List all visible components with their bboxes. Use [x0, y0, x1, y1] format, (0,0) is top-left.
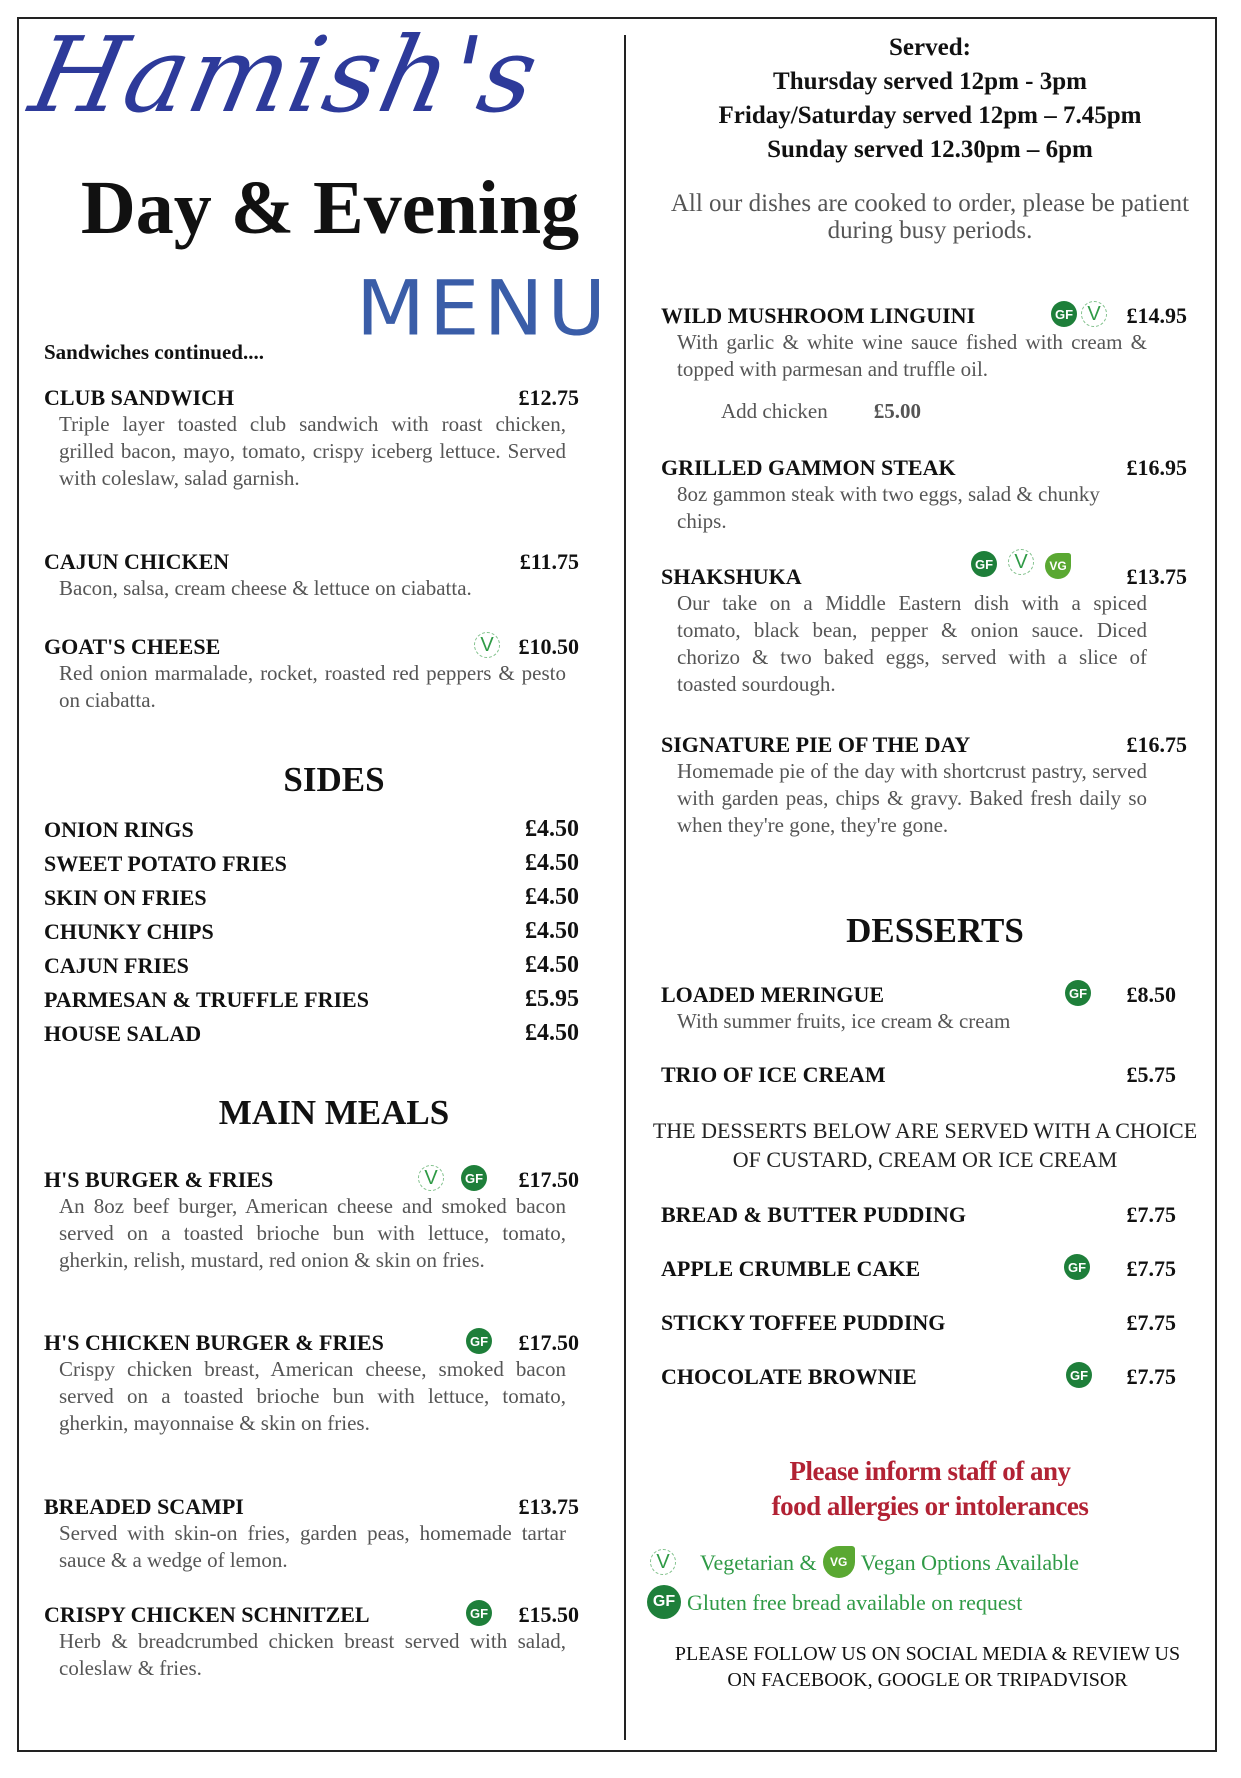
item-price: £11.75 — [519, 549, 579, 574]
sides-heading: SIDES — [283, 760, 385, 799]
add-chicken-option — [721, 399, 921, 424]
item-name: SHAKSHUKA — [661, 564, 802, 589]
item-price: £13.75 — [1126, 564, 1187, 589]
item-price: £14.95 — [1126, 303, 1187, 328]
item-name: BREADED SCAMPI — [44, 1494, 244, 1519]
served-thursday: Thursday served 12pm - 3pm — [773, 68, 1087, 95]
menu-item-wild-mushroom-linguini — [661, 302, 1187, 423]
menu-item-grilled-gammon-steak — [661, 454, 1187, 535]
item-description: Crispy chicken breast, American cheese, smoked bacon served on a toasted brioche bun with lettuce, tomato, gherkin, mayonnaise & skin on fries. — [59, 1357, 566, 1435]
addon-price: £5.00 — [873, 399, 921, 423]
item-price: £4.50 — [525, 850, 579, 876]
item-name: H'S CHICKEN BURGER & FRIES — [44, 1330, 384, 1355]
cooked-to-order-note: All our dishes are cooked to order, please be patient during busy periods. — [670, 190, 1190, 244]
item-name: HOUSE SALAD — [44, 1021, 202, 1046]
sandwiches-heading: Sandwiches continued.... — [44, 340, 264, 364]
menu-item-shakshuka — [661, 550, 1187, 698]
serving-times — [650, 31, 1210, 167]
vegetarian-text: Vegetarian & — [700, 1550, 817, 1575]
item-description: With summer fruits, ice cream & cream — [677, 1009, 1011, 1033]
item-description: Our take on a Middle Eastern dish with a spiced tomato, black bean, pepper & onion sauce. Diced chorizo & two baked eggs, served with a slice of toasted sourdough. — [677, 591, 1147, 696]
main-meals-heading: MAIN MEALS — [218, 1093, 450, 1132]
item-price: £13.75 — [518, 1494, 579, 1519]
menu-item-cajun-chicken — [44, 548, 579, 602]
gluten-free-icon: GF — [1051, 301, 1077, 327]
hamishs-logo: Hamish's — [21, 14, 550, 136]
item-name: PARMESAN & TRUFFLE FRIES — [44, 987, 369, 1012]
item-price: £4.50 — [525, 918, 579, 944]
item-description: An 8oz beef burger, American cheese and smoked bacon served on a toasted brioche bun with lettuce, tomato, gherkin, relish, mustard, red onion & skin on fries. — [59, 1194, 566, 1272]
side-item — [44, 986, 579, 1013]
item-price: £8.50 — [1126, 982, 1176, 1007]
menu-item-loaded-meringue — [661, 981, 1176, 1035]
gluten-free-icon: GF — [1064, 1254, 1090, 1280]
item-description: Homemade pie of the day with shortcrust pastry, served with garden peas, chips & gravy. Baked fresh daily so when they're gone, they're gone. — [677, 759, 1147, 837]
menu-item-trio-of-ice-cream — [661, 1061, 1176, 1088]
item-name: STICKY TOFFEE PUDDING — [661, 1310, 946, 1335]
item-price: £5.75 — [1126, 1062, 1176, 1087]
gluten-free-icon: GF — [647, 1585, 681, 1619]
gluten-free-icon: GF — [466, 1600, 492, 1626]
menu-item-sticky-toffee-pudding — [661, 1309, 1176, 1336]
item-description: 8oz gammon steak with two eggs, salad & chunky chips. — [677, 482, 1100, 533]
vegetarian-icon: V — [418, 1165, 444, 1191]
item-name: APPLE CRUMBLE CAKE — [661, 1256, 921, 1281]
item-name: SWEET POTATO FRIES — [44, 851, 287, 876]
item-description: With garlic & white wine sauce fished with cream & topped with parmesan and truffle oil. — [677, 330, 1147, 381]
menu-item-bread-butter-pudding — [661, 1201, 1176, 1228]
dessert-choice-note: THE DESSERTS BELOW ARE SERVED WITH A CHOICE OF CUSTARD, CREAM OR ICE CREAM — [652, 1118, 1198, 1172]
addon-label: Add chicken — [721, 399, 828, 423]
vegan-icon: VG — [1045, 553, 1071, 579]
social-media-note — [640, 1641, 1215, 1693]
item-name: H'S BURGER & FRIES — [44, 1167, 274, 1192]
vegetarian-icon: V — [474, 632, 500, 658]
gf-legend — [647, 1586, 1022, 1620]
column-divider — [624, 35, 626, 1740]
item-name: SIGNATURE PIE OF THE DAY — [661, 732, 971, 757]
served-sunday: Sunday served 12.30pm – 6pm — [767, 136, 1093, 163]
item-name: GOAT'S CHEESE — [44, 634, 221, 659]
allergy-notice — [650, 1454, 1210, 1524]
item-price: £5.95 — [525, 986, 579, 1012]
gluten-free-icon: GF — [971, 551, 997, 577]
item-description: Red onion marmalade, rocket, roasted red peppers & pesto on ciabatta. — [59, 661, 566, 712]
menu-item-chocolate-brownie — [661, 1363, 1176, 1390]
item-price: £15.50 — [518, 1602, 579, 1627]
side-item — [44, 918, 579, 945]
item-name: WILD MUSHROOM LINGUINI — [661, 303, 976, 328]
item-price: £12.75 — [518, 385, 579, 410]
item-price: £16.75 — [1126, 732, 1187, 757]
item-price: £17.50 — [518, 1167, 579, 1192]
gluten-free-icon: GF — [461, 1165, 487, 1191]
vegan-text: Vegan Options Available — [860, 1550, 1079, 1575]
item-price: £7.75 — [1126, 1202, 1176, 1227]
gluten-free-icon: GF — [1065, 980, 1091, 1006]
allergy-line-2: food allergies or intolerances — [771, 1491, 1089, 1521]
item-name: CAJUN CHICKEN — [44, 549, 230, 574]
item-name: ONION RINGS — [44, 817, 194, 842]
item-name: CLUB SANDWICH — [44, 385, 235, 410]
item-price: £10.50 — [518, 634, 579, 659]
menu-item-breaded-scampi — [44, 1493, 579, 1574]
allergy-line-1: Please inform staff of any — [789, 1456, 1071, 1486]
item-price: £4.50 — [525, 952, 579, 978]
item-description: Served with skin-on fries, garden peas, homemade tartar sauce & a wedge of lemon. — [59, 1521, 566, 1572]
item-name: CHUNKY CHIPS — [44, 919, 214, 944]
served-label: Served: — [889, 34, 971, 61]
vegan-icon: VG — [823, 1546, 855, 1578]
item-description: Herb & breadcrumbed chicken breast served with salad, coleslaw & fries. — [59, 1629, 566, 1680]
item-description: Bacon, salsa, cream cheese & lettuce on ciabatta. — [59, 576, 472, 600]
side-item — [44, 1020, 579, 1047]
vegetarian-icon: V — [650, 1549, 676, 1575]
item-price: £7.75 — [1126, 1310, 1176, 1335]
menu-item-crispy-chicken-schnitzel — [44, 1601, 579, 1682]
item-price: £16.95 — [1126, 455, 1187, 480]
item-name: CHOCOLATE BROWNIE — [661, 1364, 917, 1389]
item-name: GRILLED GAMMON STEAK — [661, 455, 956, 480]
menu-item-club-sandwich — [44, 384, 579, 492]
vegetarian-icon: V — [1008, 549, 1034, 575]
gluten-free-icon: GF — [1066, 1362, 1092, 1388]
gluten-free-icon: GF — [466, 1328, 492, 1354]
menu-title: Day & Evening — [80, 166, 580, 250]
desserts-heading: DESSERTS — [846, 911, 1024, 950]
follow-line-1: PLEASE FOLLOW US ON SOCIAL MEDIA & REVIEW US — [674, 1643, 1181, 1665]
menu-item-hs-chicken-burger — [44, 1329, 579, 1437]
item-price: £17.50 — [518, 1330, 579, 1355]
served-friday-saturday: Friday/Saturday served 12pm – 7.45pm — [718, 102, 1142, 129]
item-name: CRISPY CHICKEN SCHNITZEL — [44, 1602, 370, 1627]
menu-item-signature-pie — [661, 731, 1187, 839]
menu-item-goats-cheese — [44, 633, 579, 714]
menu-item-hs-burger — [44, 1166, 579, 1274]
gluten-free-text: Gluten free bread available on request — [687, 1590, 1023, 1615]
side-item — [44, 816, 579, 843]
item-price: £4.50 — [525, 884, 579, 910]
item-name: CAJUN FRIES — [44, 953, 189, 978]
menu-word: MENU — [356, 264, 610, 353]
follow-line-2: ON FACEBOOK, GOOGLE OR TRIPADVISOR — [727, 1669, 1128, 1691]
vegetarian-icon: V — [1081, 301, 1107, 327]
side-item — [44, 884, 579, 911]
item-price: £4.50 — [525, 1020, 579, 1046]
item-name: TRIO OF ICE CREAM — [661, 1062, 886, 1087]
menu-item-apple-crumble-cake — [661, 1255, 1176, 1282]
veg-legend — [650, 1547, 1079, 1579]
item-price: £7.75 — [1126, 1256, 1176, 1281]
side-item — [44, 952, 579, 979]
item-name: LOADED MERINGUE — [661, 982, 885, 1007]
item-name: BREAD & BUTTER PUDDING — [661, 1202, 966, 1227]
item-price: £7.75 — [1126, 1364, 1176, 1389]
item-description: Triple layer toasted club sandwich with roast chicken, grilled bacon, mayo, tomato, crispy iceberg lettuce. Served with coleslaw, salad garnish. — [59, 412, 566, 490]
side-item — [44, 850, 579, 877]
item-name: SKIN ON FRIES — [44, 885, 207, 910]
item-price: £4.50 — [525, 816, 579, 842]
